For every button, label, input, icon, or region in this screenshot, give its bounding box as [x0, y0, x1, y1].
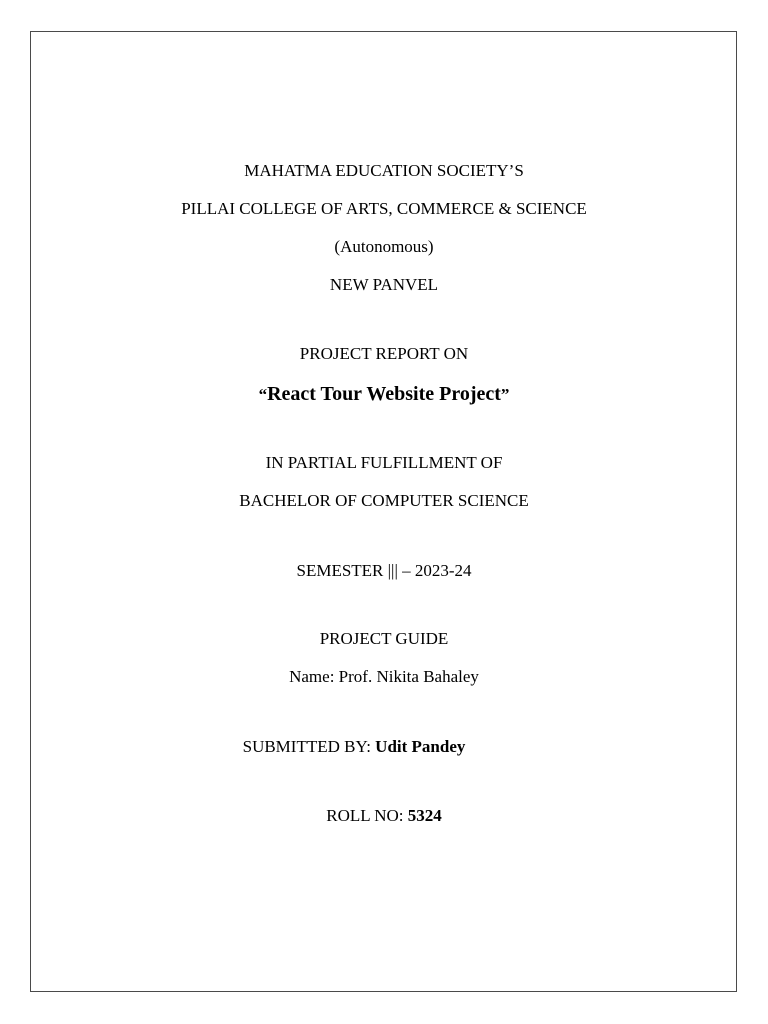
roll-label: ROLL NO:	[326, 806, 408, 825]
submitted-by	[0, 737, 738, 757]
fulfillment-line: IN PARTIAL FULFILLMENT OF	[265, 453, 503, 472]
guide-name: Name: Prof. Nikita Bahaley	[289, 667, 479, 686]
guide-heading: PROJECT GUIDE	[319, 629, 449, 648]
roll-no	[0, 806, 768, 826]
submitted-name: Udit Pandey	[375, 737, 466, 756]
society-name: MAHATMA EDUCATION SOCIETY’S	[244, 161, 524, 180]
report-heading: PROJECT REPORT ON	[299, 344, 469, 363]
submitted-label: SUBMITTED BY:	[242, 737, 376, 756]
semester-line: SEMESTER ||| – 2023-24	[296, 561, 472, 580]
college-location: NEW PANVEL	[329, 275, 439, 294]
project-title-text: React Tour Website Project	[267, 383, 501, 405]
roll-number: 5324	[407, 806, 442, 825]
close-quote: ”	[500, 385, 510, 404]
college-status: (Autonomous)	[334, 237, 434, 256]
degree-line: BACHELOR OF COMPUTER SCIENCE	[239, 491, 529, 510]
college-name: PILLAI COLLEGE OF ARTS, COMMERCE & SCIENCE	[181, 199, 587, 218]
open-quote: “	[258, 385, 268, 404]
project-title	[0, 382, 768, 407]
